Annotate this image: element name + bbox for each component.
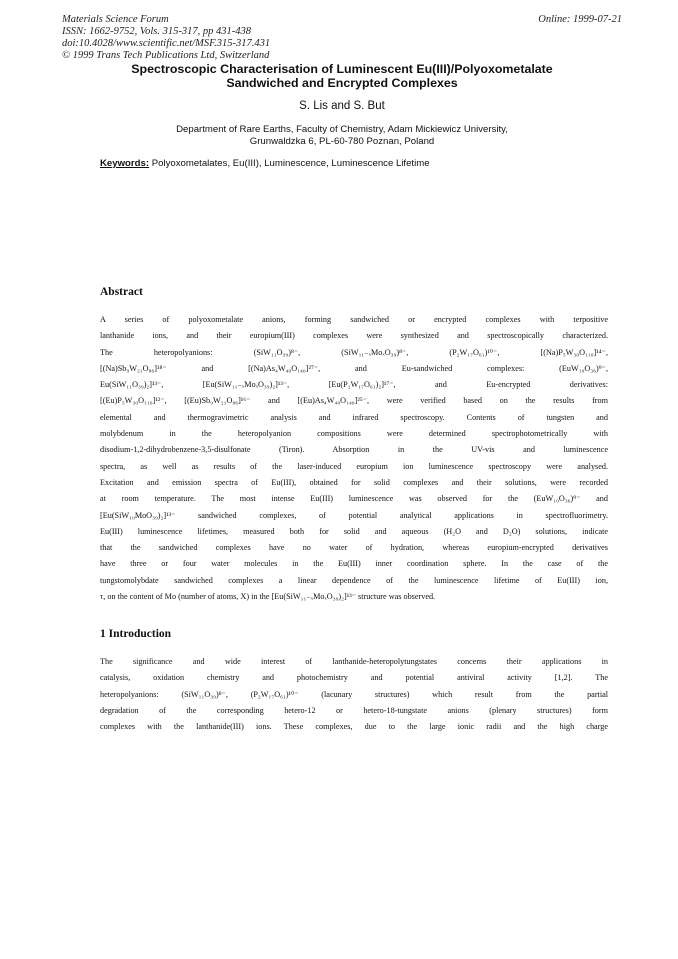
title-line-2: Sandwiched and Encrypted Complexes	[226, 76, 458, 90]
abstract-line: elemental and thermogravimetric analysis and infrared spectroscopy. Contents of tungsten and	[100, 412, 608, 422]
affiliation-line-2: Grunwaldzka 6, PL-60-780 Poznan, Poland	[249, 136, 435, 147]
journal-name: Materials Science Forum	[62, 14, 169, 25]
paper-title	[62, 62, 622, 90]
abstract-heading: Abstract	[100, 286, 143, 298]
intro-line: complexes with the lanthanide(III) ions. These complexes, due to the large ionic radii and the high charge	[100, 722, 608, 732]
affiliation-line-1: Department of Rare Earths, Faculty of Chemistry, Adam Mickiewicz University,	[176, 124, 508, 135]
abstract-line: [Eu(SiW₁₀MoO₃₉)₂]¹³⁻ sandwiched complexes, of potential analytical applications in spectrofluorimetry.	[100, 510, 608, 520]
online-date: Online: 1999-07-21	[538, 14, 622, 25]
intro-line: heteropolyanions: (SiW₁₁O₃₉)⁸⁻, (P₂W₁₇O₆₁)¹⁰⁻ (lacunary structures) which result from the partial	[100, 689, 608, 699]
title-line-1: Spectroscopic Characterisation of Luminescent Eu(III)/Polyoxometalate	[131, 62, 553, 76]
doi-line: doi:10.4028/www.scientific.net/MSF.315-317.431	[62, 38, 271, 49]
abstract-line: disodium-1,2-dihydrobenzene-3,5-disulfonate (Tiron). Absorption in the UV-vis and luminescence	[100, 445, 608, 455]
intro-heading: 1 Introduction	[100, 628, 172, 640]
keywords	[100, 158, 620, 169]
intro-line: catalysis, oxidation chemistry and photochemistry and potential antiviral activity [1,2]. The	[100, 673, 608, 683]
abstract-line: lanthanide ions, and their europium(III) complexes were synthesized and spectroscopically characterized.	[100, 331, 608, 341]
abstract-line: at room temperature. The most intense Eu(III) luminescence was observed for the (EuW₁₀O₃₆)⁹⁻ and	[100, 494, 608, 504]
affiliation	[62, 124, 622, 148]
abstract-body	[100, 312, 608, 605]
journal-header	[62, 14, 622, 62]
abstract-line: Eu(SiW₁₁O₃₉)₂]¹³⁻, [Eu(SiW₁₁₋ₓMoₓO₃₉)₂]¹³⁻, [Eu(P₂W₁₇O₆₁)₂]¹⁷⁻, and Eu-encrypted derivatives:	[100, 380, 608, 390]
abstract-line: spectra, as well as results of the laser-induced europium ion luminescence spectroscopy were analysed.	[100, 461, 608, 471]
abstract-line: τ, on the content of Mo (number of atoms, X) in the [Eu(SiW₁₁₋ₓMoₓO₃₉)₂]¹³⁻ structure was observed.	[100, 592, 436, 602]
abstract-line: A series of polyoxometalate anions, forming sandwiched or encrypted complexes with terpositive	[100, 315, 608, 324]
intro-line: degradation of the corresponding hetero-12 or hetero-18-tungstate anions (plenary structures) form	[100, 705, 608, 715]
keywords-label: Keywords:	[100, 158, 150, 169]
abstract-line: [(Eu)P₅W₃₀O₁₁₀]¹²⁻, [(Eu)Sb₉W₂₁O₈₆]¹⁶⁻ and [(Eu)As₄W₄₀O₁₄₀]²⁵⁻, were verified based on the results from	[100, 396, 608, 406]
keywords-text: Polyoxometalates, Eu(III), Luminescence, Luminescence Lifetime	[151, 158, 430, 169]
copyright-line: © 1999 Trans Tech Publications Ltd, Switzerland	[62, 50, 270, 61]
abstract-line: [(Na)Sb₉W₂₁O₈₆]¹⁸⁻ and [(Na)As₄W₄₀O₁₄₀]²⁷⁻, and Eu-sandwiched complexes: (EuW₁₀O₃₆)⁹⁻,	[100, 363, 608, 373]
authors: S. Lis and S. But	[299, 100, 385, 112]
abstract-line: molybdenum in the heteropolyanion compositions were determined spectrophotometrically with	[100, 429, 608, 439]
intro-body	[100, 654, 608, 735]
abstract-line: that the sandwiched complexes have no water of hydration, whereas europium-encrypted derivatives	[100, 543, 608, 553]
intro-line: The significance and wide interest of lanthanide-heteropolytungstates concerns their applications in	[100, 657, 608, 666]
abstract-line: tungstomolybdate sandwiched complexes a linear dependence of the luminescence lifetime of Eu(III) ion,	[100, 575, 608, 585]
issn-line: ISSN: 1662-9752, Vols. 315-317, pp 431-438	[62, 26, 251, 37]
abstract-line: Eu(III) luminescence lifetimes, measured both for solid and aqueous (H₂O and D₂O) solutions, indicate	[100, 526, 608, 536]
abstract-line: have three or four water molecules in the Eu(III) inner coordination sphere. In the case of the	[100, 559, 608, 569]
abstract-line: The heteropolyanions: (SiW₁₁O₃₉)⁸⁻, (SiW₁₁₋ₓMoₓO₃₉)⁸⁻, (P₂W₁₇O₆₁)¹⁰⁻, [(Na)P₅W₃₀O₁₁₀]¹⁴⁻,	[100, 347, 608, 357]
abstract-line: Excitation and emission spectra of Eu(III), obtained for solid complexes and their solutions, were recorded	[100, 477, 608, 487]
